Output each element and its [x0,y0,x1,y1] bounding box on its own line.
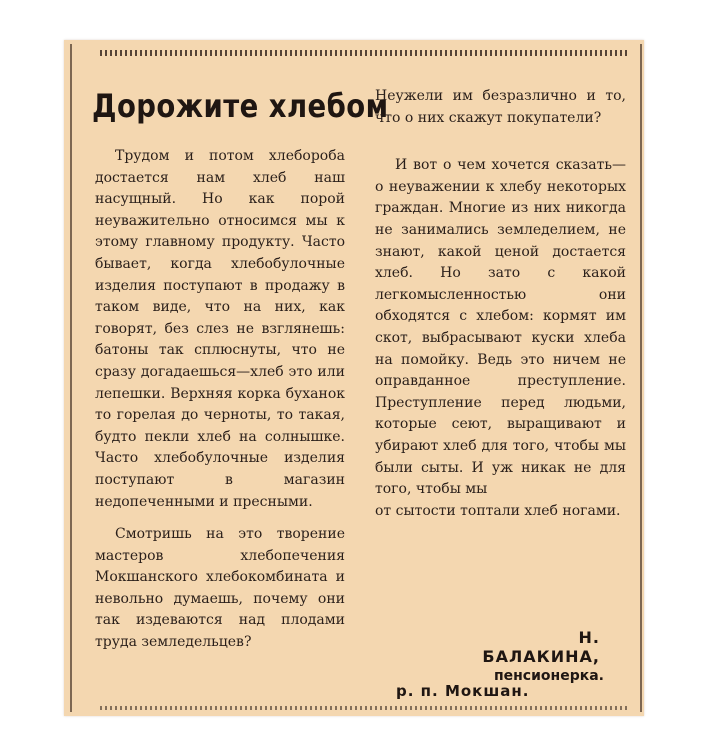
author-title: пенсионерка. [493,668,604,684]
paragraph: Неужели им безразлично и то, что о них скажут покупатели? [375,88,626,126]
paragraph: Смотришь на это творение мастеров хлебопечения Мокшанского хлебокомбината и невольно думаешь, почему они так издеваются над плодами труда земледельцев? [95,526,345,651]
right-border-line [640,44,642,712]
paragraph: от сытости топтали хлеб ногами. [375,502,621,519]
right-column [375,86,626,522]
paragraph: Трудом и потом хлебороба достается нам хлеб наш насущный. Но как порой неуважительно относимся мы к этому главному продукту. Часто бывает, когда хлебобулочные изделия поступают в продажу в таком виде, что на них, как говорят, без слез не взглянешь: батоны так сплюснуты, что не сразу догадаешься—хлеб это или лепешки. Верхняя корка буханок то горелая до черноты, то такая, будто пекли хлеб на солнышке. Часто хлебобулочные изделия поступают в магазин недопеченными и пресными. [95,148,345,510]
left-column [95,146,345,654]
bottom-dotted-border [100,706,630,710]
article-title: Дорожите хлебом [92,87,389,125]
author-signature [474,628,634,684]
newspaper-clipping [64,40,644,716]
place-name: р. п. Мокшан. [396,682,530,700]
top-dotted-border [100,50,630,56]
author-name: Н. БАЛАКИНА, [482,628,600,666]
paragraph: И вот о чем хочется сказать—о неуважении к хлебу некоторых граждан. Многие из них никогда не занимались земледелием, не знают, какой ценой достается хлеб. Но зато с какой легкомысленностью они обходятся с хлебом: кормят им скот, выбрасывают куски хлеба на помойку. Ведь это ничем не оправданное преступление. Преступление перед людьми, которые сеют, выращивают и убирают хлеб для того, чтобы мы были сыты. И уж никак не для того, чтобы мы [375,157,626,498]
left-border-line [70,44,72,712]
